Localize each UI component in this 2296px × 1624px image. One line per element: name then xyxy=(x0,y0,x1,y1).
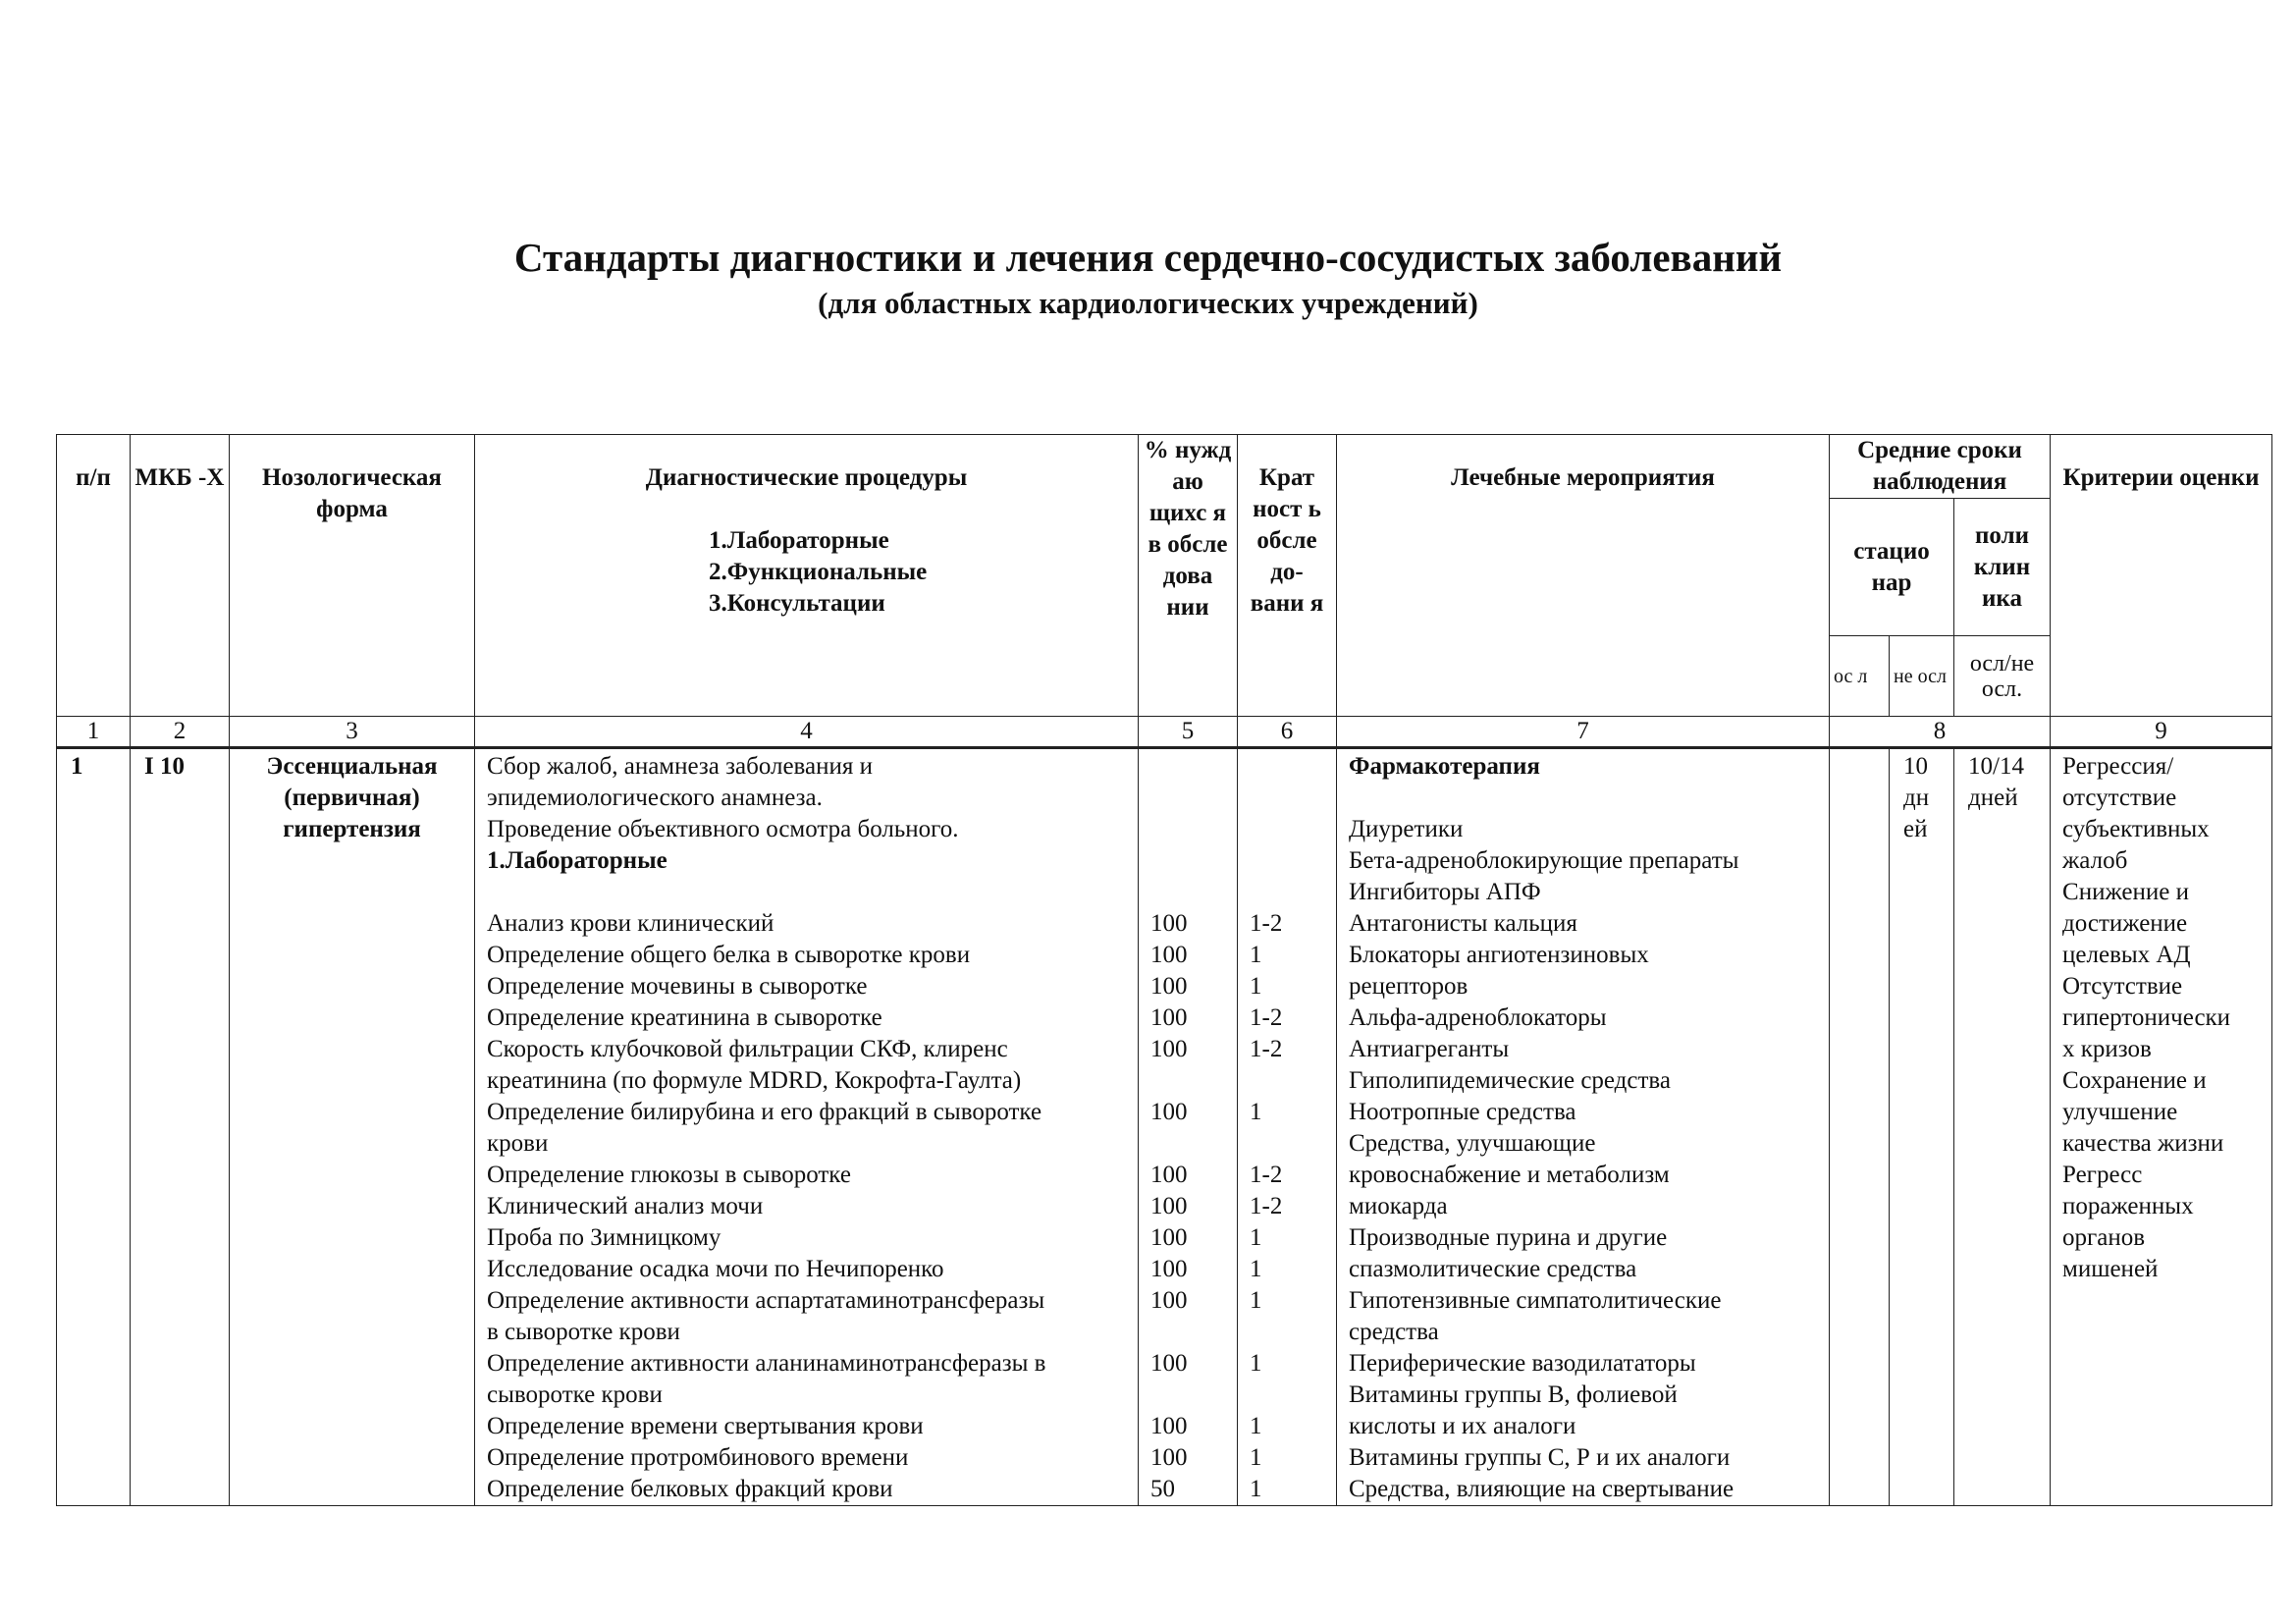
cell-line: Исследование осадка мочи по Нечипоренко xyxy=(487,1256,944,1282)
cell-line: Определение активности аспартатаминотрансферазы xyxy=(487,1287,1045,1314)
row-percent xyxy=(1139,748,1238,1506)
cell-line: Определение активности аланинаминотрансферазы в xyxy=(487,1350,1046,1377)
row-diagnostics xyxy=(475,748,1139,1506)
table-row xyxy=(57,748,2272,1506)
document-subtitle: (для областных кардиологических учреждений) xyxy=(818,286,1478,320)
header-diag-cons: 3.Консультации xyxy=(709,590,885,617)
cell-line: 1 xyxy=(1250,1413,1262,1439)
cell-line: дней xyxy=(1968,785,2018,811)
cell-line xyxy=(1250,1317,1332,1348)
cell-line: 1 xyxy=(1250,1256,1262,1282)
cell-line: 1 xyxy=(1250,1476,1262,1502)
cell-line: улучшение xyxy=(2062,1099,2178,1125)
cell-line: Проведение объективного осмотра больного. xyxy=(487,816,959,842)
column-number-4: 4 xyxy=(475,717,1139,748)
cell-line: 100 xyxy=(1150,942,1188,968)
cell-line xyxy=(487,877,1134,908)
cell-line: Сохранение и xyxy=(2062,1067,2207,1094)
cell-line xyxy=(1150,751,1233,783)
cell-line xyxy=(1349,783,1825,814)
column-number-1: 1 xyxy=(57,717,131,748)
cell-line: Средства, влияющие на свертывание xyxy=(1349,1476,1735,1502)
header-diagnostics xyxy=(475,435,1139,717)
cell-line xyxy=(1250,845,1332,877)
cell-line: 100 xyxy=(1150,1256,1188,1282)
row-treatment xyxy=(1337,748,1830,1506)
cell-line: 50 xyxy=(1150,1476,1175,1502)
row-hospital-osl xyxy=(1830,748,1890,1506)
cell-line: 1 xyxy=(1250,973,1262,1000)
cell-line: 100 xyxy=(1150,1224,1188,1251)
column-number-6: 6 xyxy=(1238,717,1337,748)
cell-line: 100 xyxy=(1150,1004,1188,1031)
row-mkb-code: I 10 xyxy=(131,748,230,1506)
cell-line: Ингибиторы АПФ xyxy=(1349,879,1541,905)
cell-line: спазмолитические средства xyxy=(1349,1256,1637,1282)
cell-line: 10 xyxy=(1903,753,1928,780)
cell-line: 1 xyxy=(1250,942,1262,968)
cell-line: 1-2 xyxy=(1250,910,1283,937)
cell-line: Снижение и xyxy=(2062,879,2189,905)
cell-line: жалоб xyxy=(2062,847,2128,874)
cell-line: 100 xyxy=(1150,1162,1188,1188)
cell-line xyxy=(1150,1128,1233,1160)
cell-line: Периферические вазодилататоры xyxy=(1349,1350,1696,1377)
header-treatment: Лечебные мероприятия xyxy=(1337,435,1830,717)
cell-line: гипертонически xyxy=(2062,1004,2231,1031)
cell-line: Средства, улучшающие xyxy=(1349,1130,1596,1157)
header-criteria: Критерии оценки xyxy=(2051,435,2272,717)
header-n: п/п xyxy=(57,435,131,717)
row-criteria xyxy=(2051,748,2272,1506)
cell-line: 100 xyxy=(1150,1350,1188,1377)
cell-line xyxy=(1250,751,1332,783)
cell-line: Гиполипидемические средства xyxy=(1349,1067,1671,1094)
cell-line: Диуретики xyxy=(1349,816,1464,842)
row-clinic-term xyxy=(1954,748,2051,1506)
cell-line: Производные пурина и другие xyxy=(1349,1224,1668,1251)
cell-line: в сыворотке крови xyxy=(487,1319,680,1345)
cell-line: 100 xyxy=(1150,1413,1188,1439)
cell-line xyxy=(1250,1380,1332,1411)
cell-line: Определение белковых фракций крови xyxy=(487,1476,893,1502)
standards-table xyxy=(56,434,2272,1506)
cell-line: кислоты и их аналоги xyxy=(1349,1413,1576,1439)
cell-line: 1 xyxy=(1250,1287,1262,1314)
header-osl-neosl: осл/не осл. xyxy=(1954,636,2051,717)
cell-line: дн xyxy=(1903,785,1930,811)
cell-line: 100 xyxy=(1150,1099,1188,1125)
cell-line: 1-2 xyxy=(1250,1193,1283,1219)
cell-line: достижение xyxy=(2062,910,2188,937)
cell-line: Скорость клубочковой фильтрации СКФ, клиренс xyxy=(487,1036,1008,1062)
cell-line: 1-2 xyxy=(1250,1162,1283,1188)
cell-line: Определение глюкозы в сыворотке xyxy=(487,1162,851,1188)
cell-line: эпидемиологического анамнеза. xyxy=(487,785,823,811)
cell-line: Витамины группы С, Р и их аналоги xyxy=(1349,1444,1731,1471)
cell-line: Антагонисты кальция xyxy=(1349,910,1577,937)
cell-line: Альфа-адреноблокаторы xyxy=(1349,1004,1607,1031)
header-diag-lab: 1.Лабораторные xyxy=(709,527,889,554)
cell-line: Проба по Зимницкому xyxy=(487,1224,721,1251)
cell-line: Определение общего белка в сыворотке крови xyxy=(487,942,971,968)
cell-line xyxy=(1250,1128,1332,1160)
cell-line: мишеней xyxy=(2062,1256,2159,1282)
column-number-5: 5 xyxy=(1139,717,1238,748)
header-mkb: МКБ -Х xyxy=(131,435,230,717)
cell-line: 100 xyxy=(1150,910,1188,937)
cell-line: х кризов xyxy=(2062,1036,2152,1062)
column-number-3: 3 xyxy=(230,717,475,748)
cell-line xyxy=(1150,877,1233,908)
cell-line xyxy=(1150,1065,1233,1097)
cell-line: Отсутствие xyxy=(2062,973,2183,1000)
column-number-7: 7 xyxy=(1337,717,1830,748)
cell-line: целевых АД xyxy=(2062,942,2191,968)
cell-line: Анализ крови клинический xyxy=(487,910,774,937)
cell-line: Ноотропные средства xyxy=(1349,1099,1576,1125)
cell-line: субъективных xyxy=(2062,816,2210,842)
cell-line: крови xyxy=(487,1130,549,1157)
cell-line xyxy=(1150,1380,1233,1411)
column-number-9: 9 xyxy=(2051,717,2272,748)
header-osl: ос л xyxy=(1830,636,1890,717)
cell-line: миокарда xyxy=(1349,1193,1448,1219)
cell-line: Фармакотерапия xyxy=(1349,753,1540,780)
cell-line: Клинический анализ мочи xyxy=(487,1193,764,1219)
header-form: Нозологическая форма xyxy=(230,435,475,717)
cell-line: 10/14 xyxy=(1968,753,2024,780)
cell-line xyxy=(1250,783,1332,814)
document-title: Стандарты диагностики и лечения сердечно-сосудистых заболеваний xyxy=(513,235,1783,280)
cell-line xyxy=(1250,877,1332,908)
cell-line: 100 xyxy=(1150,1036,1188,1062)
header-terms: Средние сроки наблюдения xyxy=(1830,435,2051,499)
cell-line: Определение времени свертывания крови xyxy=(487,1413,924,1439)
cell-line: Бета-адреноблокирующие препараты xyxy=(1349,847,1739,874)
cell-line: Определение билирубина и его фракций в сыворотке xyxy=(487,1099,1042,1125)
row-nosological-form: Эссенциальная (первичная) гипертензия xyxy=(230,748,475,1506)
cell-line: 1 xyxy=(1250,1224,1262,1251)
column-number-8: 8 xyxy=(1830,717,2051,748)
cell-line xyxy=(1250,1065,1332,1097)
cell-line: 1 xyxy=(1250,1350,1262,1377)
row-frequency xyxy=(1238,748,1337,1506)
cell-line: 100 xyxy=(1150,973,1188,1000)
cell-line: Блокаторы ангиотензиновых xyxy=(1349,942,1649,968)
cell-line: качества жизни xyxy=(2062,1130,2224,1157)
header-diagnostics-title: Диагностические процедуры xyxy=(645,464,968,491)
cell-line: Регресс xyxy=(2062,1162,2143,1188)
cell-line: ей xyxy=(1903,816,1928,842)
cell-line: отсутствие xyxy=(2062,785,2177,811)
row-number: 1 xyxy=(57,748,131,1506)
cell-line: рецепторов xyxy=(1349,973,1468,1000)
cell-line: 1.Лабораторные xyxy=(487,847,667,874)
cell-line: Определение мочевины в сыворотке xyxy=(487,973,868,1000)
cell-line xyxy=(1250,814,1332,845)
cell-line: Определение протромбинового времени xyxy=(487,1444,909,1471)
header-diag-func: 2.Функциональные xyxy=(709,559,928,585)
row-hospital-neosl xyxy=(1890,748,1954,1506)
header-frequency: Крат ност ь обсле до- вани я xyxy=(1238,435,1337,717)
cell-line: 100 xyxy=(1150,1193,1188,1219)
cell-line xyxy=(1150,814,1233,845)
cell-line xyxy=(1150,1317,1233,1348)
cell-line xyxy=(1150,845,1233,877)
cell-line: Регрессия/ xyxy=(2062,753,2174,780)
cell-line: сыворотке крови xyxy=(487,1381,663,1408)
cell-line: Антиагреганты xyxy=(1349,1036,1510,1062)
cell-line: Сбор жалоб, анамнеза заболевания и xyxy=(487,753,874,780)
header-neosl: не осл xyxy=(1890,636,1954,717)
cell-line: 1-2 xyxy=(1250,1004,1283,1031)
cell-line: 1 xyxy=(1250,1444,1262,1471)
cell-line: 1-2 xyxy=(1250,1036,1283,1062)
column-number-2: 2 xyxy=(131,717,230,748)
cell-line xyxy=(1150,783,1233,814)
header-clinic: поли клин ика xyxy=(1954,499,2051,636)
header-hospital: стацио нар xyxy=(1830,499,1954,636)
cell-line: 100 xyxy=(1150,1444,1188,1471)
cell-line: средства xyxy=(1349,1319,1439,1345)
cell-line: 100 xyxy=(1150,1287,1188,1314)
cell-line: Гипотензивные симпатолитические xyxy=(1349,1287,1722,1314)
cell-line: кровоснабжение и метаболизм xyxy=(1349,1162,1670,1188)
header-percent: % нужд аю щихс я в обсле дова нии xyxy=(1139,435,1238,717)
cell-line: органов xyxy=(2062,1224,2146,1251)
cell-line: пораженных xyxy=(2062,1193,2194,1219)
cell-line: Витамины группы В, фолиевой xyxy=(1349,1381,1678,1408)
cell-line: креатинина (по формуле MDRD, Кокрофта-Гаулта) xyxy=(487,1067,1022,1094)
cell-line: Определение креатинина в сыворотке xyxy=(487,1004,882,1031)
cell-line: 1 xyxy=(1250,1099,1262,1125)
